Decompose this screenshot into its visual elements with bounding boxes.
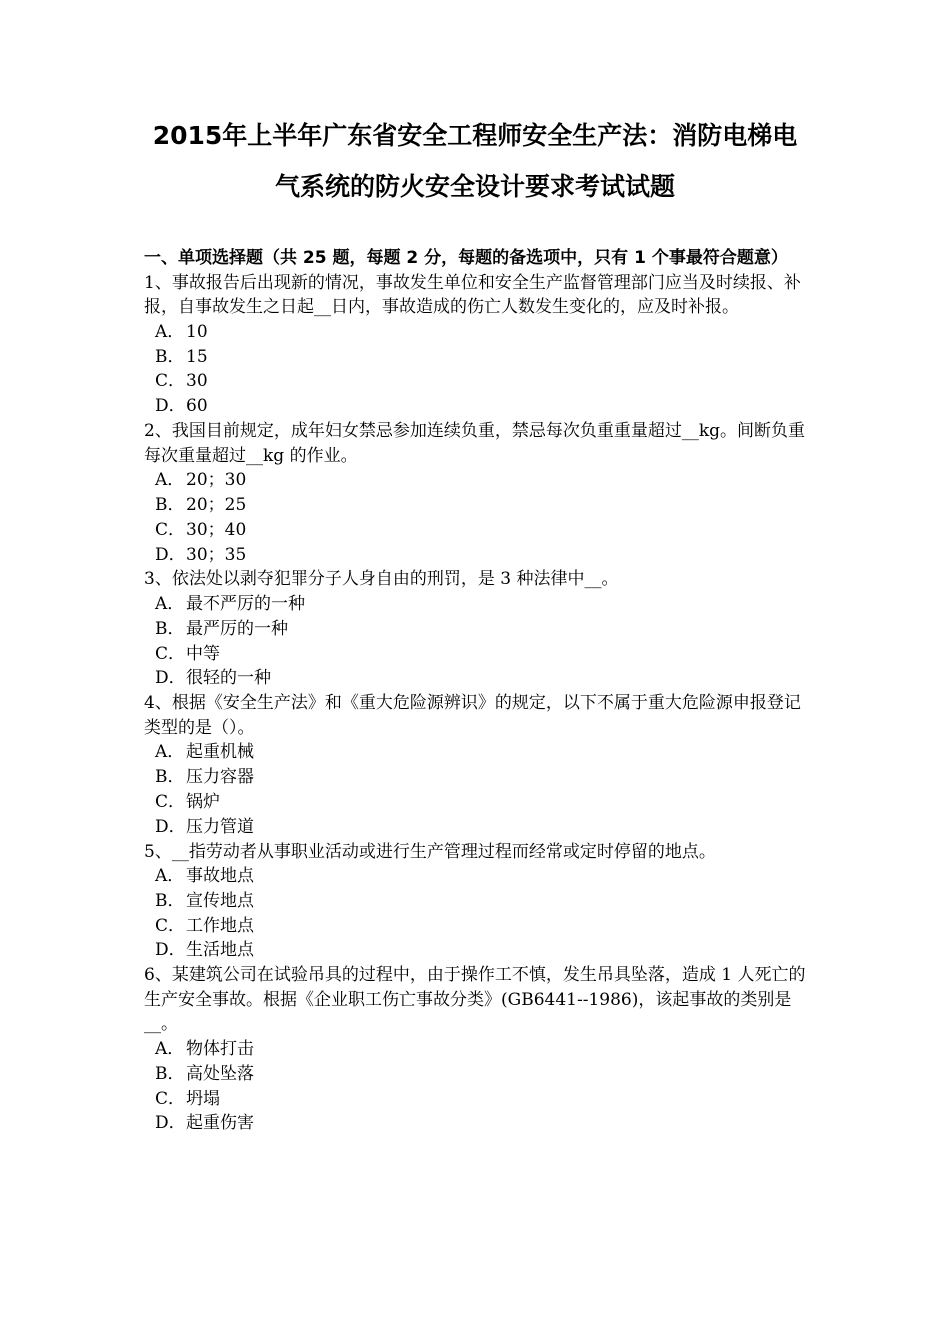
option-letter: A． bbox=[155, 321, 185, 342]
option-3c bbox=[144, 642, 812, 667]
option-letter: A． bbox=[155, 866, 185, 887]
option-text: 20；30 bbox=[186, 470, 247, 491]
option-5b bbox=[144, 889, 812, 914]
option-text: 60 bbox=[186, 396, 208, 417]
option-letter: D． bbox=[155, 940, 186, 961]
option-2b bbox=[144, 493, 812, 518]
option-4a bbox=[144, 740, 812, 765]
option-letter: C． bbox=[155, 371, 186, 392]
question-2: 2、我国目前规定，成年妇女禁忌参加连续负重，禁忌每次负重重量超过__kg。间断负重每次重量超过__kg 的作业。 bbox=[144, 420, 805, 466]
question-4: 4、根据《安全生产法》和《重大危险源辨识》的规定，以下不属于重大危险源申报登记类型的是（）。 bbox=[144, 693, 801, 738]
option-text: 最严厉的一种 bbox=[186, 618, 288, 639]
option-3a bbox=[144, 592, 812, 617]
option-1c bbox=[144, 369, 812, 394]
option-text: 30；35 bbox=[186, 544, 247, 565]
option-1b bbox=[144, 345, 812, 370]
option-text: 10 bbox=[186, 321, 208, 342]
option-text: 起重伤害 bbox=[186, 1113, 254, 1134]
option-letter: B． bbox=[155, 618, 185, 639]
option-letter: B． bbox=[155, 494, 185, 515]
option-4d bbox=[144, 815, 812, 840]
option-text: 30；40 bbox=[186, 519, 247, 540]
option-letter: C． bbox=[155, 791, 186, 812]
option-text: 起重机械 bbox=[186, 742, 254, 763]
option-text: 高处坠落 bbox=[186, 1063, 254, 1084]
option-2a bbox=[144, 468, 812, 493]
option-text: 30 bbox=[186, 371, 208, 392]
option-3b bbox=[144, 617, 812, 642]
option-5d bbox=[144, 938, 812, 963]
option-text: 宣传地点 bbox=[186, 890, 254, 911]
option-6a bbox=[144, 1037, 812, 1062]
option-1d bbox=[144, 394, 812, 419]
option-4b bbox=[144, 765, 812, 790]
option-2c bbox=[144, 518, 812, 543]
option-letter: B． bbox=[155, 767, 185, 788]
option-2d bbox=[144, 543, 812, 568]
option-letter: A． bbox=[155, 470, 185, 491]
option-letter: A． bbox=[155, 593, 185, 614]
document-body bbox=[144, 246, 812, 1136]
option-text: 生活地点 bbox=[186, 940, 254, 961]
option-letter: B． bbox=[155, 1063, 185, 1084]
option-text: 很轻的一种 bbox=[186, 668, 271, 689]
option-6d bbox=[144, 1111, 812, 1136]
option-1a bbox=[144, 320, 812, 345]
option-letter: C． bbox=[155, 915, 186, 936]
option-letter: B． bbox=[155, 890, 185, 911]
option-letter: C． bbox=[155, 643, 186, 664]
option-letter: C． bbox=[155, 519, 186, 540]
document-title-line2: 气系统的防火安全设计要求考试试题 bbox=[274, 172, 675, 201]
option-5c bbox=[144, 914, 812, 939]
option-5a bbox=[144, 864, 812, 889]
option-text: 20；25 bbox=[186, 494, 247, 515]
option-6b bbox=[144, 1062, 812, 1087]
question-3: 3、依法处以剥夺犯罪分子人身自由的刑罚，是 3 种法律中__。 bbox=[144, 569, 619, 590]
option-4c bbox=[144, 790, 812, 815]
option-letter: C． bbox=[155, 1088, 186, 1109]
option-text: 锅炉 bbox=[186, 791, 220, 812]
option-letter: A． bbox=[155, 742, 185, 763]
option-text: 中等 bbox=[186, 643, 220, 664]
option-text: 工作地点 bbox=[186, 915, 254, 936]
option-letter: A． bbox=[155, 1039, 185, 1060]
option-text: 压力管道 bbox=[186, 816, 254, 837]
option-text: 压力容器 bbox=[186, 767, 254, 788]
option-letter: D． bbox=[155, 668, 186, 689]
option-letter: D． bbox=[155, 396, 186, 417]
option-text: 最不严厉的一种 bbox=[186, 593, 305, 614]
option-6c bbox=[144, 1087, 812, 1112]
option-letter: D． bbox=[155, 1113, 186, 1134]
option-text: 15 bbox=[186, 346, 208, 367]
question-1: 1、事故报告后出现新的情况，事故发生单位和安全生产监督管理部门应当及时续报、补报，自事故发生之日起__日内，事故造成的伤亡人数发生变化的，应及时补报。 bbox=[144, 272, 801, 318]
option-3d bbox=[144, 666, 812, 691]
option-text: 坍塌 bbox=[186, 1088, 220, 1109]
option-letter: D． bbox=[155, 816, 186, 837]
document-title-line1: 2015年上半年广东省安全工程师安全生产法：消防电梯电 bbox=[152, 121, 798, 150]
option-text: 事故地点 bbox=[186, 866, 254, 887]
question-6: 6、某建筑公司在试验吊具的过程中，由于操作工不慎，发生吊具坠落，造成 1 人死亡的生产安全事故。根据《企业职工伤亡事故分类》(GB6441--1986)，该起事故的类别是__。 bbox=[144, 965, 806, 1035]
option-letter: B． bbox=[155, 346, 185, 367]
option-letter: D． bbox=[155, 544, 186, 565]
section-heading: 一、单项选择题（共 25 题，每题 2 分，每题的备选项中，只有 1 个事最符合题意） bbox=[144, 248, 788, 268]
question-5: 5、__指劳动者从事职业活动或进行生产管理过程而经常或定时停留的地点。 bbox=[144, 841, 716, 862]
option-text: 物体打击 bbox=[186, 1039, 254, 1060]
